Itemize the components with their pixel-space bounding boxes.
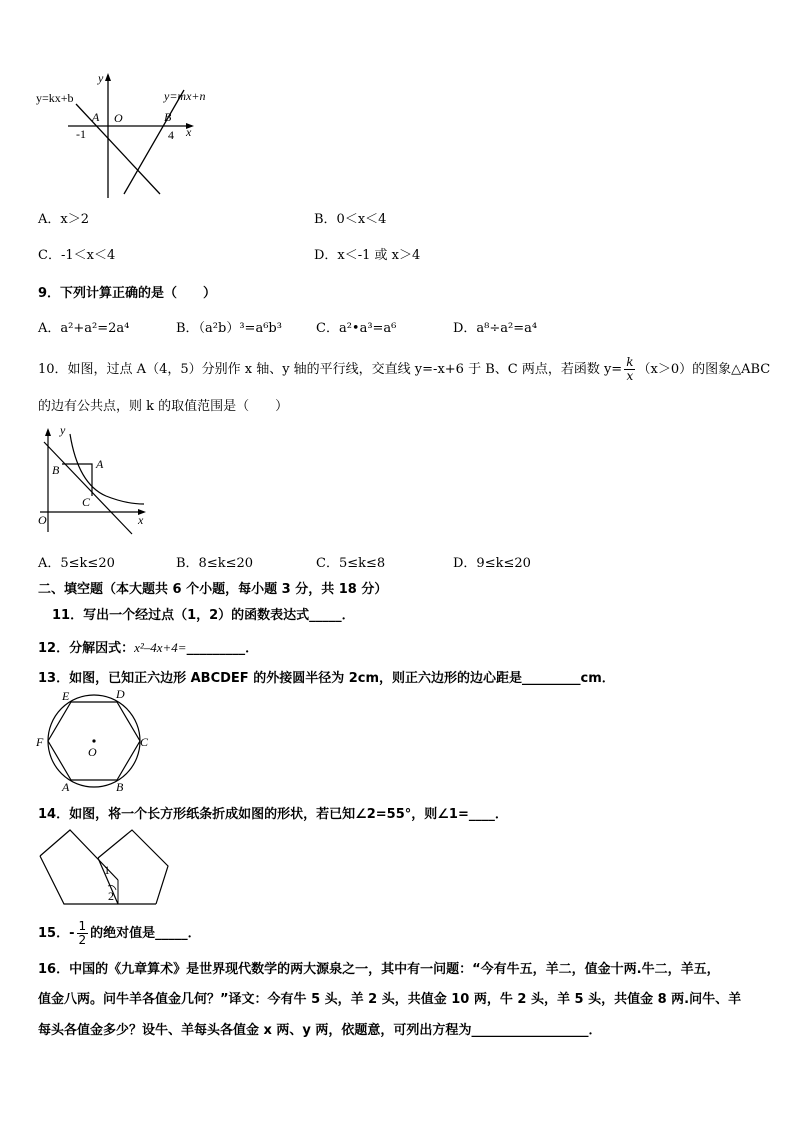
q14-fold-figure — [36, 826, 176, 908]
q16-line1: 16．中国的《九章算术》是世界现代数学的两大源泉之一，其中有一问题：“今有牛五，羊二，值金十两.牛二，羊五， — [38, 962, 720, 977]
q10-stem-line2: 的边有公共点，则 k 的取值范围是（ ） — [38, 399, 289, 414]
q11: 11．写出一个经过点（1，2）的函数表达式_____． — [52, 608, 355, 623]
svg-text:C: C — [82, 495, 91, 509]
svg-text:y: y — [60, 424, 66, 437]
svg-text:E: E — [62, 689, 70, 703]
q8-option-d[interactable]: D．x＜-1 或 x＞4 — [314, 248, 421, 263]
q8-graph — [36, 70, 226, 200]
q16-line2: 值金八两。问牛羊各值金几何？”译文：今有牛 5 头，羊 2 头，共值金 10 两，牛 2 头，羊 5 头，共值金 8 两.问牛、羊 — [38, 992, 742, 1007]
eq2-label: y=mx+n — [164, 89, 206, 103]
svg-text:C: C — [140, 735, 149, 749]
q9-option-a[interactable]: A．a²+a²=2a⁴ — [38, 321, 130, 336]
line-y-neg-x-6 — [44, 442, 132, 534]
svg-text:y: y — [98, 71, 104, 85]
svg-text:A: A — [62, 780, 70, 794]
q12: 12．分解因式：x²–4x+4=_________． — [38, 640, 259, 656]
q10-option-d[interactable]: D．9≤k≤20 — [453, 556, 531, 571]
eq1-label: y=kx+b — [36, 91, 74, 105]
svg-text:F: F — [36, 735, 44, 749]
q9-option-d[interactable]: D．a⁸÷a²=a⁴ — [453, 321, 538, 336]
q13-stem: 13．如图，已知正六边形 ABCDEF 的外接圆半径为 2cm，则正六边形的边心距是_________cm． — [38, 671, 615, 686]
svg-text:2: 2 — [108, 889, 114, 903]
line-mx-n — [124, 90, 184, 194]
svg-text:D: D — [116, 687, 125, 701]
svg-text:B: B — [52, 463, 60, 477]
q9-option-c[interactable]: C．a²•a³=a⁶ — [316, 321, 397, 336]
q10-option-c[interactable]: C．5≤k≤8 — [316, 556, 386, 571]
q9-option-b[interactable]: B．（a²b）³=a⁶b³ — [176, 321, 282, 336]
q13-hexagon-figure — [36, 686, 156, 794]
svg-text:O: O — [88, 745, 97, 759]
q14-stem: 14．如图，将一个长方形纸条折成如图的形状，若已知∠2=55°，则∠1=____． — [38, 807, 508, 822]
section-heading: 二、填空题（本大题共 6 个小题，每小题 3 分，共 18 分） — [38, 582, 388, 597]
svg-text:B: B — [116, 780, 124, 794]
svg-text:x: x — [138, 513, 144, 527]
q10-stem: 10．如图，过点 A（4，5）分别作 x 轴、y 轴的平行线，交直线 y=-x+6 于 B、C 两点，若函数 y= $\frac{k}{x}$ （x＞0）的图象△ABC — [38, 355, 771, 383]
svg-text:4: 4 — [168, 128, 174, 142]
q15: 15．- $\frac{1}{2}$ 的绝对值是_____． — [38, 919, 201, 947]
q8-option-c[interactable]: C．-1＜x＜4 — [38, 248, 116, 263]
q9-stem: 9．下列计算正确的是（ ） — [38, 286, 217, 301]
svg-text:x: x — [186, 125, 192, 139]
svg-text:O: O — [114, 111, 123, 125]
svg-text:-1: -1 — [76, 127, 86, 141]
svg-text:A: A — [96, 457, 104, 471]
q10-graph — [36, 424, 151, 536]
q8-option-b[interactable]: B．0＜x＜4 — [314, 212, 387, 227]
svg-text:O: O — [38, 513, 47, 527]
svg-text:B: B — [164, 110, 172, 124]
triangle-abc — [62, 464, 92, 496]
q10-option-b[interactable]: B．8≤k≤20 — [176, 556, 254, 571]
hyperbola-curve — [70, 434, 144, 504]
q8-option-a[interactable]: A．x＞2 — [38, 212, 89, 227]
svg-text:1: 1 — [104, 863, 110, 877]
q10-option-a[interactable]: A．5≤k≤20 — [38, 556, 115, 571]
svg-text:A: A — [92, 110, 100, 124]
q16-line3: 每头各值金多少？设牛、羊每头各值金 x 两、y 两，依题意，可列出方程为__________________． — [38, 1023, 602, 1038]
